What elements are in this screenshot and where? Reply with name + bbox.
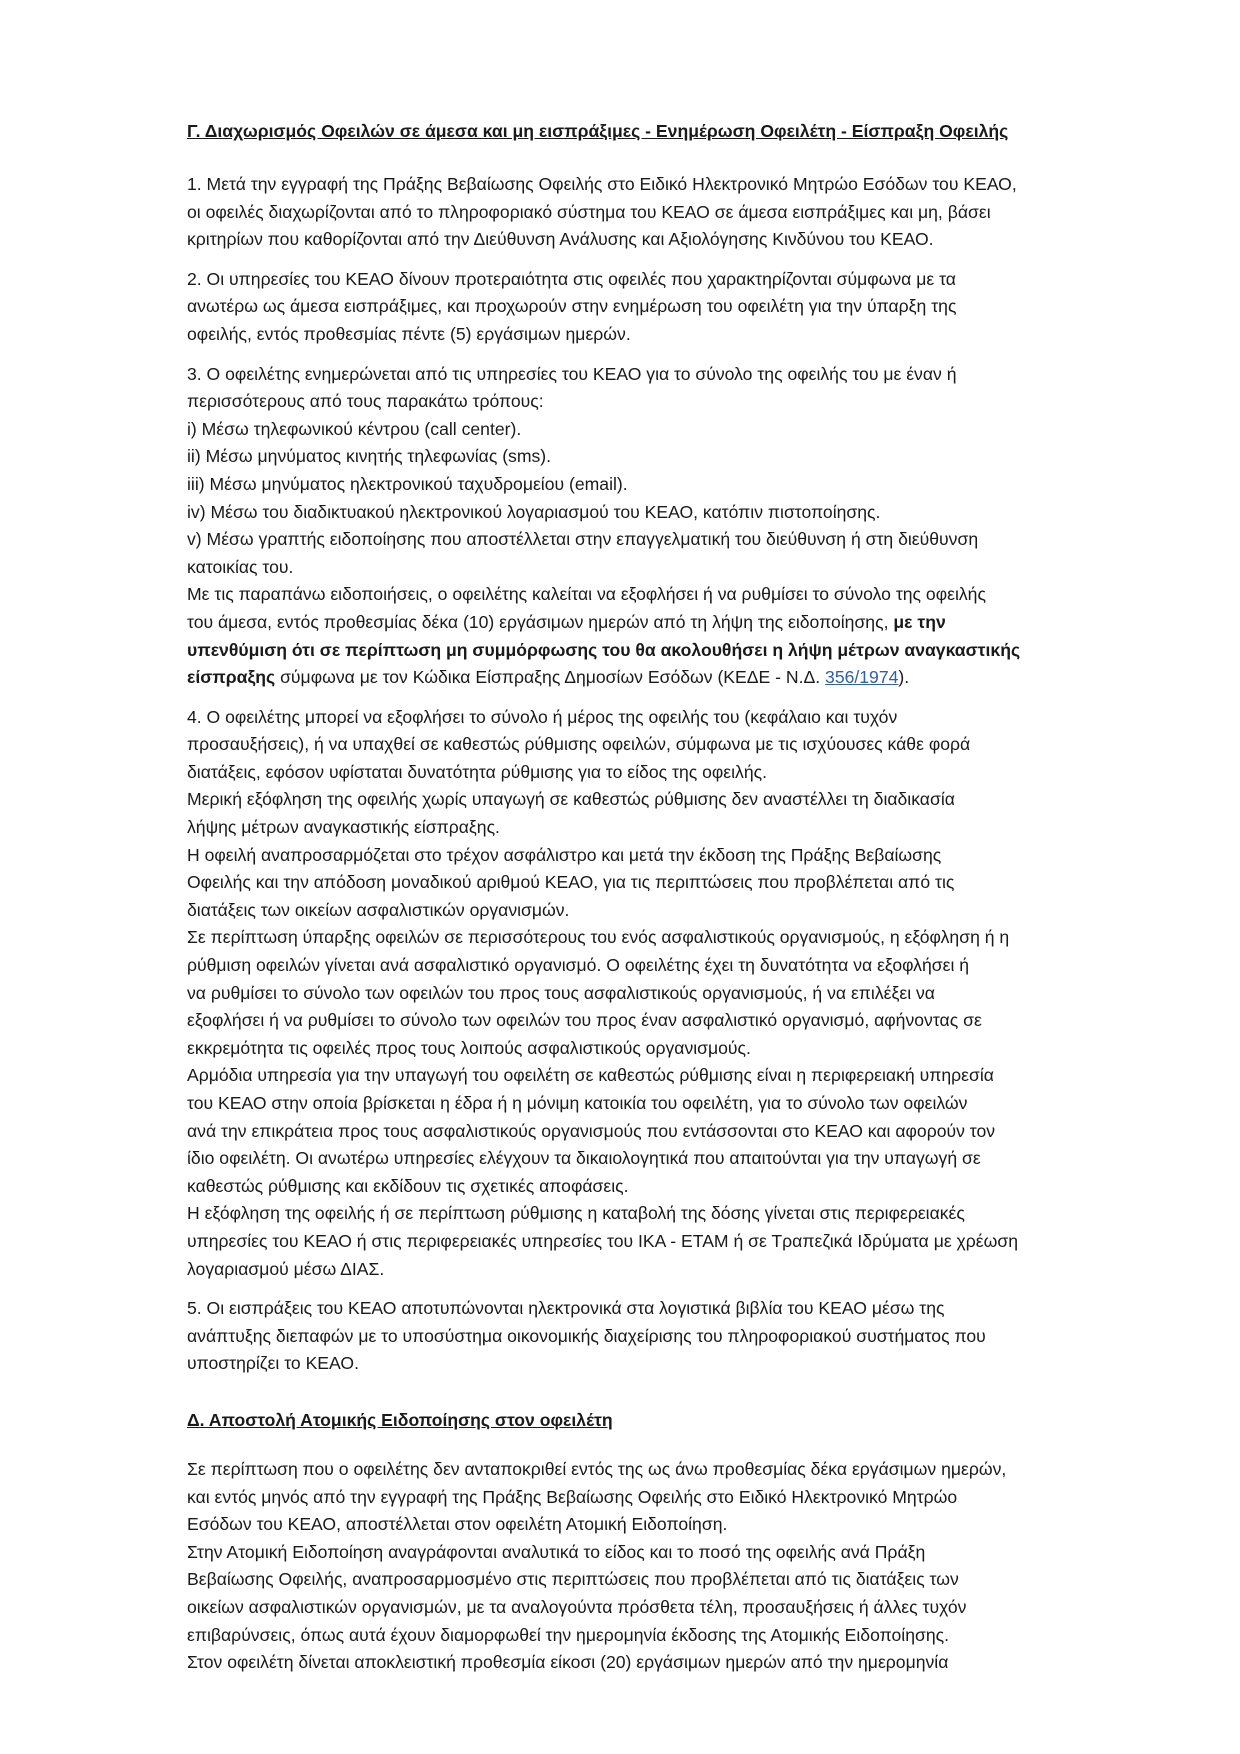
text-line: ανωτέρω ως άμεσα εισπράξιμες, και προχωρούν στην ενημέρωση του οφειλέτη για την ύπαρξη της [187,296,957,317]
text-line: Στην Ατομική Ειδοποίηση αναγράφονται αναλυτικά το είδος και το ποσό της οφειλής ανά Πράξη [187,1541,926,1562]
text-line: ανά την επικράτεια προς τους ασφαλιστικούς οργανισμούς που εντάσσονται στο ΚΕΑΟ και αφορούν τον [187,1120,996,1141]
text-line: ανάπτυξης διεπαφών με το υποσύστημα οικονομικής διαχείρισης του πληροφοριακού συστήματος που [187,1325,986,1346]
text-line: Εσόδων του ΚΕΑΟ, αποστέλλεται στον οφειλέτη Ατομική Ειδοποίηση. [187,1514,728,1535]
text-line: κατοικίας του. [187,556,294,577]
section-d-heading: Δ. Αποστολή Ατομικής Ειδοποίησης στον οφειλέτη [187,1409,613,1430]
text-line: του ΚΕΑΟ στην οποία βρίσκεται η έδρα ή η μόνιμη κατοικία του οφειλέτη, για το σύνολο των οφειλών [187,1093,968,1113]
text-line: λήψης μέτρων αναγκαστικής είσπραξης. [187,817,500,838]
text-line: κριτηρίων που καθορίζονται από την Διεύθυνση Ανάλυσης και Αξιολόγησης Κινδύνου του ΚΕΑΟ. [187,229,934,250]
text-line: Σε περίπτωση που ο οφειλέτης δεν ανταποκριθεί εντός της ως άνω προθεσμίας δέκα εργάσιμων ημερών, [187,1458,1007,1479]
text-line: καθεστώς ρύθμισης και εκδίδουν τις σχετικές αποφάσεις. [187,1175,629,1196]
text-line: οφειλής, εντός προθεσμίας πέντε (5) εργάσιμων ημερών. [187,323,631,344]
text-line: ίδιο οφειλέτη. Οι ανωτέρω υπηρεσίες ελέγχουν τα δικαιολογητικά που απαιτούνται για την υπαγωγή σε [187,1148,981,1169]
paragraph-3 [187,361,1120,692]
paragraph-4 [187,704,1120,1283]
text-line: ρύθμιση οφειλών γίνεται ανά ασφαλιστικό οργανισμό. Ο οφειλέτης έχει τη δυνατότητα να εξοφλήσει ή [187,955,970,976]
bold-text: είσπραξης [187,667,276,688]
text-line: διατάξεις των οικείων ασφαλιστικών οργανισμών. [187,899,570,920]
text-line: Η οφειλή αναπροσαρμόζεται στο τρέχον ασφάλιστρο και μετά την έκδοση της Πράξης Βεβαίωσης [187,844,942,865]
text-line: να ρυθμίσει το σύνολο των οφειλών του προς τους ασφαλιστικούς οργανισμούς, ή να επιλέξει να [187,982,935,1003]
text-run: ). [898,667,910,688]
list-item: i) Μέσω τηλεφωνικού κέντρου (call center). [187,418,522,439]
text-line: διατάξεις, εφόσον υφίσταται δυνατότητα ρύθμισης για το είδος της οφειλής. [187,761,768,782]
text-line: επιβαρύνσεις, όπως αυτά έχουν διαμορφωθεί την ημερομηνία έκδοσης της Ατομικής Ειδοποίησης. [187,1624,950,1645]
text-line: περισσότερους από τους παρακάτω τρόπους: [187,391,544,412]
text-line: Μερική εξόφληση της οφειλής χωρίς υπαγωγή σε καθεστώς ρύθμισης δεν αναστέλλει τη διαδικασία [187,789,955,810]
text-line: υποστηρίζει το ΚΕΑΟ. [187,1353,359,1374]
text-line: Βεβαίωσης Οφειλής, αναπροσαρμοσμένο στις περιπτώσεις που προβλέπεται από τις διατάξεις των [187,1569,959,1590]
paragraph-5 [187,1295,1120,1378]
text-line: Με τις παραπάνω ειδοποιήσεις, ο οφειλέτης καλείται να εξοφλήσει ή να ρυθμίσει το σύνολο της οφειλής [187,584,986,605]
text-line: υπηρεσίες του ΚΕΑΟ ή στις περιφερειακές υπηρεσίες του ΙΚΑ - ΕΤΑΜ ή σε Τραπεζικά Ιδρύματα με χρέωση [187,1230,1019,1251]
text-line: Σε περίπτωση ύπαρξης οφειλών σε περισσότερους του ενός ασφαλιστικούς οργανισμούς, η εξόφληση ή η [187,927,1010,948]
list-item: iv) Μέσω του διαδικτυακού ηλεκτρονικού λογαριασμού του ΚΕΑΟ, κατόπιν πιστοποίησης. [187,501,881,522]
text-line: οικείων ασφαλιστικών οργανισμών, με τα αναλογούντα πρόσθετα τέλη, προσαυξήσεις ή άλλες τυχόν [187,1596,967,1617]
bold-text: με την [893,611,946,632]
text-line: Στον οφειλέτη δίνεται αποκλειστική προθεσμία είκοσι (20) εργάσιμων ημερών από την ημερομηνία [187,1652,949,1673]
section-d-paragraph [187,1456,1120,1677]
text-line [187,609,1120,637]
text-line: και εντός μηνός από την εγγραφή της Πράξης Βεβαίωσης Οφειλής στο Ειδικό Ηλεκτρονικό Μητρώο [187,1486,958,1507]
text-line: Αρμόδια υπηρεσία για την υπαγωγή του οφειλέτη σε καθεστώς ρύθμισης είναι η περιφερειακή υπηρεσία [187,1065,994,1086]
text-line: Η εξόφληση της οφειλής ή σε περίπτωση ρύθμισης η καταβολή της δόσης γίνεται στις περιφερειακές [187,1203,965,1224]
text-line: Οφειλής και την απόδοση μοναδικού αριθμού ΚΕΑΟ, για τις περιπτώσεις που προβλέπεται από τις [187,872,955,893]
text-line: 4. Ο οφειλέτης μπορεί να εξοφλήσει το σύνολο ή μέρος της οφειλής του (κεφάλαιο και τυχόν [187,706,898,727]
text-line [187,664,1120,692]
text-line: 1. Μετά την εγγραφή της Πράξης Βεβαίωσης Οφειλής στο Ειδικό Ηλεκτρονικό Μητρώο Εσόδων του ΚΕΑΟ, [187,174,1017,194]
text-line: 2. Οι υπηρεσίες του ΚΕΑΟ δίνουν προτεραιότητα στις οφειλές που χαρακτηρίζονται σύμφωνα με τα [187,268,956,289]
text-line: 3. Ο οφειλέτης ενημερώνεται από τις υπηρεσίες του ΚΕΑΟ για το σύνολο της οφειλής του με έναν ή [187,363,957,384]
list-item: v) Μέσω γραπτής ειδοποίησης που αποστέλλεται στην επαγγελματική του διεύθυνση ή στη διεύθυνση [187,529,979,550]
list-item: iii) Μέσω μηνύματος ηλεκτρονικού ταχυδρομείου (email). [187,473,628,494]
text-line: εξοφλήσει ή να ρυθμίσει το σύνολο των οφειλών του προς έναν ασφαλιστικό οργανισμό, αφήνοντας σε [187,1010,982,1031]
paragraph-2 [187,266,1120,349]
law-link[interactable]: 356/1974 [825,667,899,688]
text-line: οι οφειλές διαχωρίζονται από το πληροφοριακό σύστημα του ΚΕΑΟ σε άμεσα εισπράξιμες και μη, βάσει [187,201,991,222]
text-line: προσαυξήσεις), ή να υπαχθεί σε καθεστώς ρύθμισης οφειλών, σύμφωνα με τις ισχύουσες κάθε φορά [187,734,971,755]
bold-text-line: υπενθύμιση ότι σε περίπτωση μη συμμόρφωσης του θα ακολουθήσει η λήψη μέτρων αναγκαστικής [187,639,1021,660]
list-item: ii) Μέσω μηνύματος κινητής τηλεφωνίας (sms). [187,446,552,467]
text-run: του άμεσα, εντός προθεσμίας δέκα (10) εργάσιμων ημερών από τη λήψη της ειδοποίησης, [187,611,894,632]
text-line: εκκρεμότητα τις οφειλές προς τους λοιπούς ασφαλιστικούς οργανισμούς. [187,1037,751,1058]
text-line: 5. Οι εισπράξεις του ΚΕΑΟ αποτυπώνονται ηλεκτρονικά στα λογιστικά βιβλία του ΚΕΑΟ μέσω της [187,1298,945,1319]
section-c-heading: Γ. Διαχωρισμός Οφειλών σε άμεσα και μη εισπράξιμες - Ενημέρωση Οφειλέτη - Είσπραξη Οφειλής [187,121,1009,141]
paragraph-1 [187,171,1120,254]
text-line: λογαριασμού μέσω ΔΙΑΣ. [187,1258,385,1279]
text-run: σύμφωνα με τον Κώδικα Είσπραξης Δημοσίων Εσόδων (ΚΕΔΕ - Ν.Δ. [275,667,826,688]
